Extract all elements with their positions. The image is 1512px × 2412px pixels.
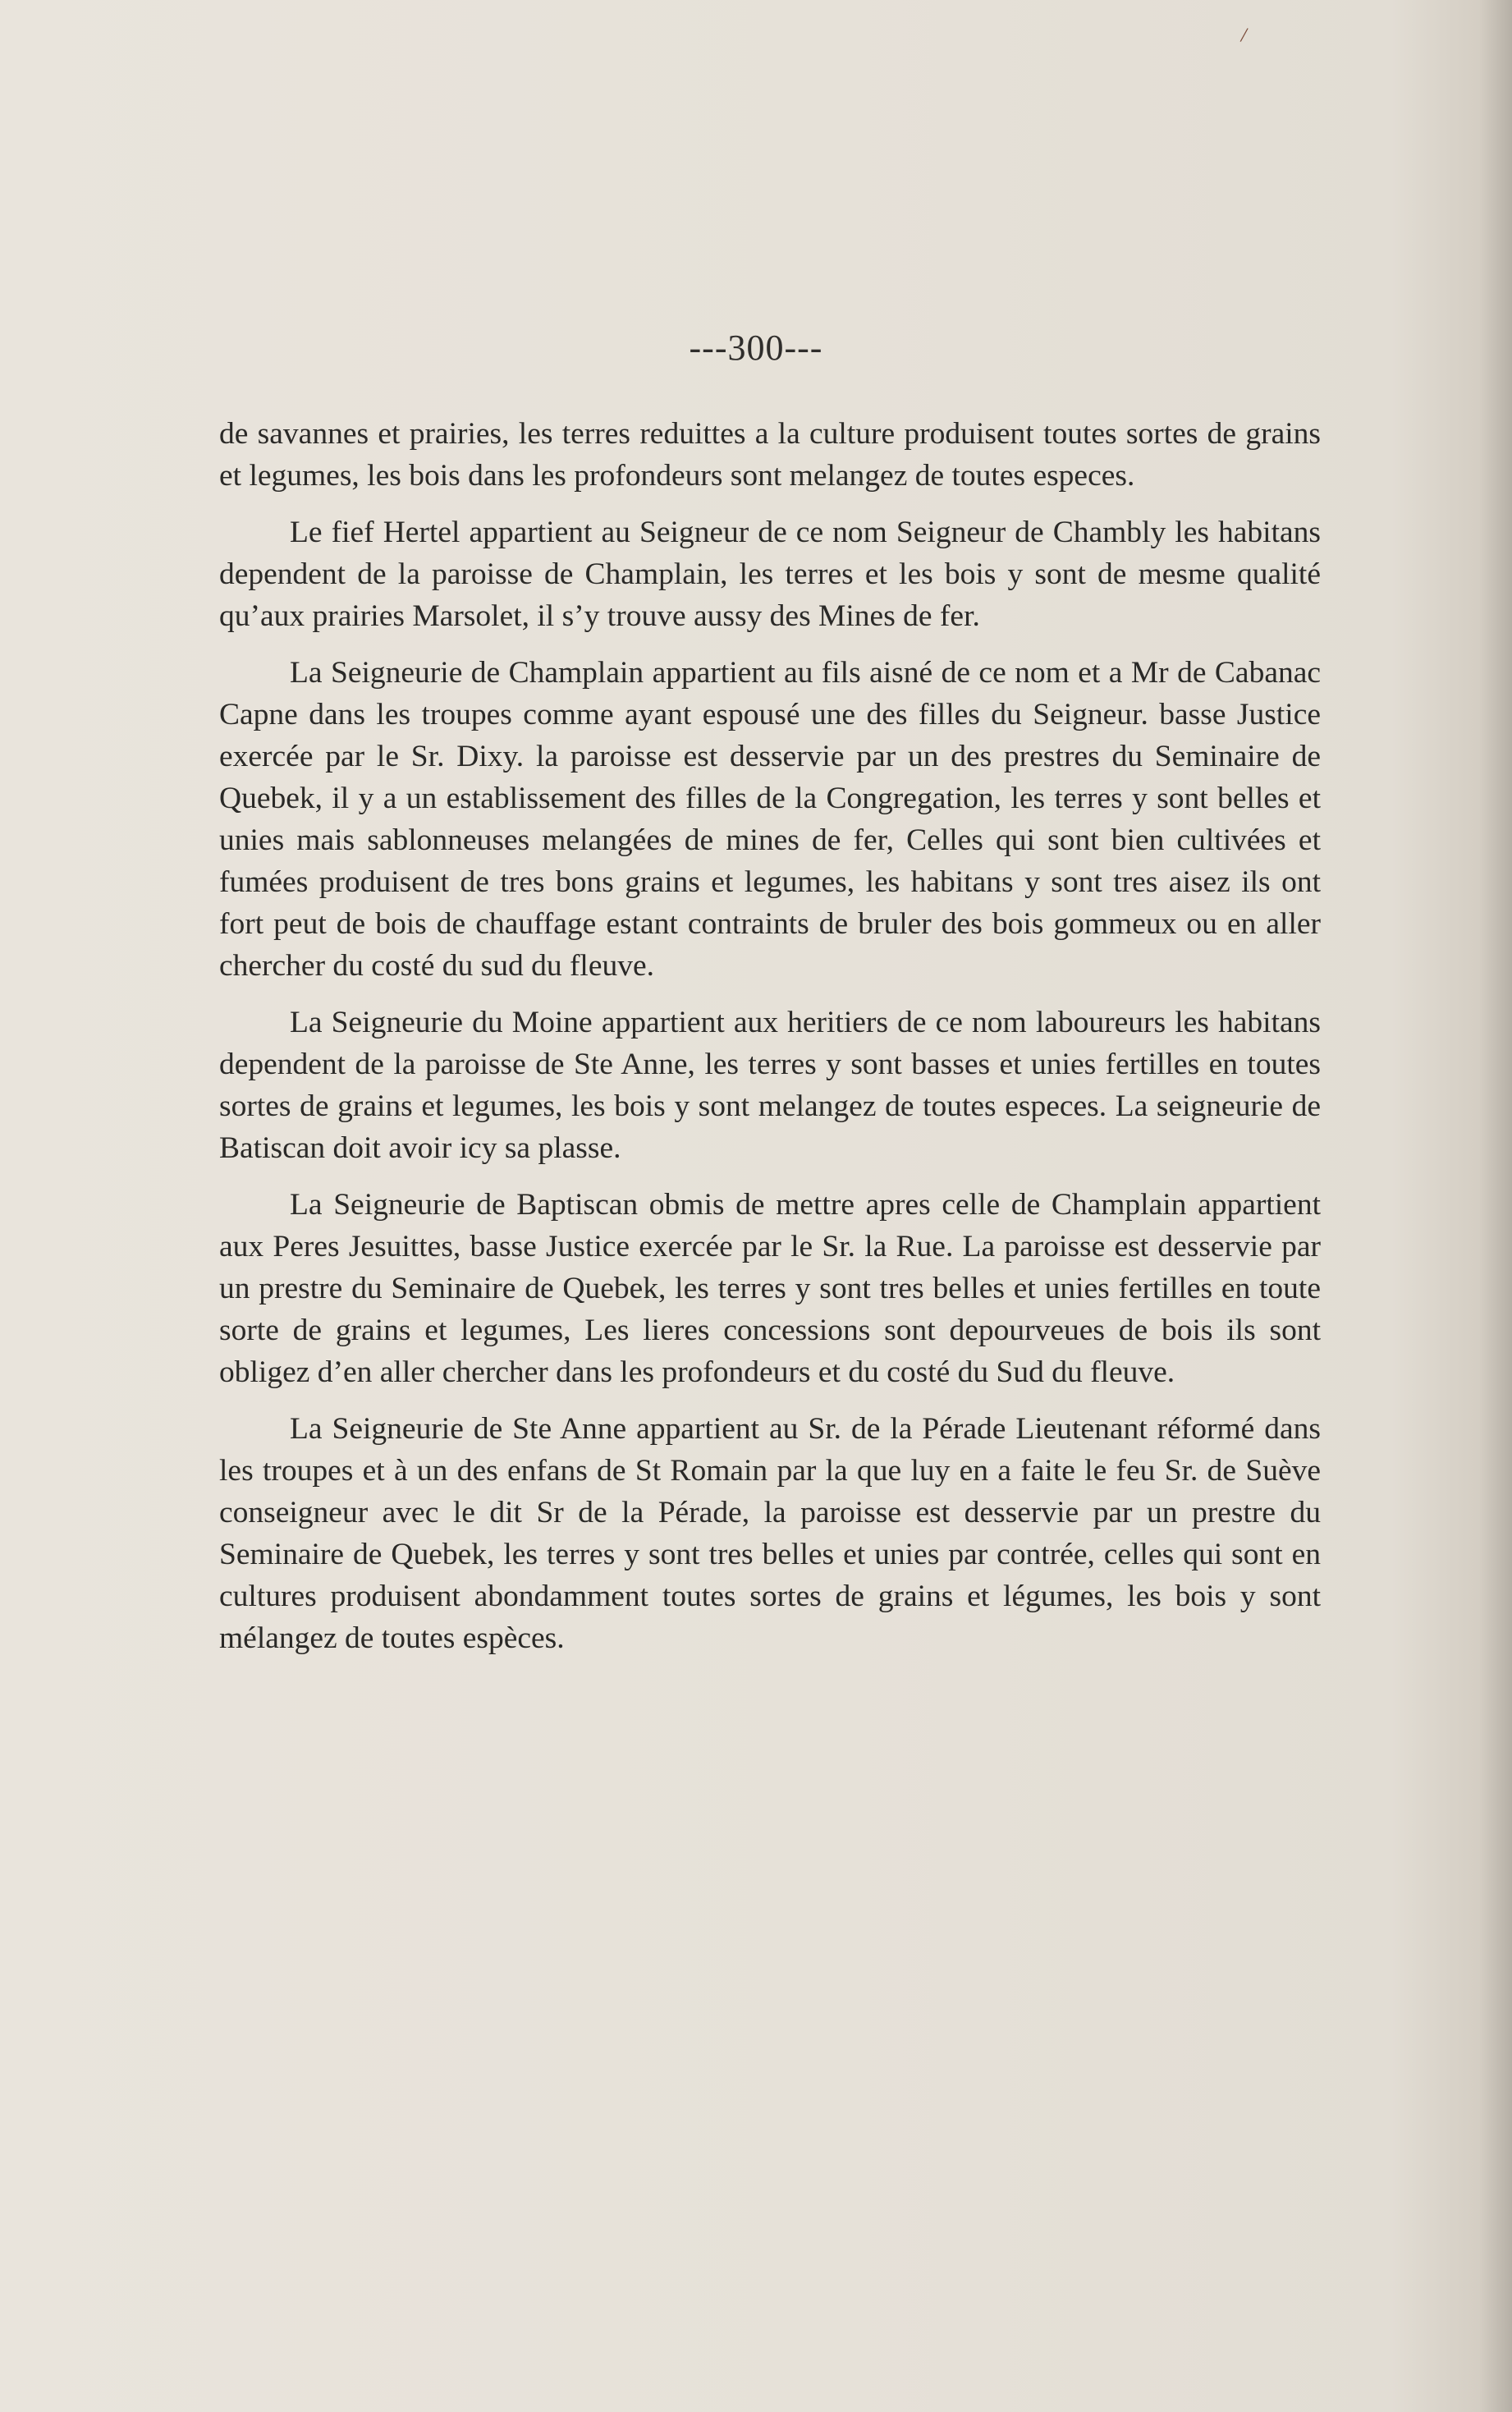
paragraph-seigneurie-champlain: La Seigneurie de Champlain appartient au fils aisné de ce nom et a Mr de Cabanac Capne dans les troupes comme ayant espousé une des filles du Seigneur. basse Justice exercée par le Sr. Dixy. la paroisse est desservie par un des prestres du Seminaire de Quebek, il y a un establissement des filles de la Congregation, les terres y sont belles et unies mais sablonneuses melangées de mines de fer, Celles qui sont bien cultivées et fumées produisent de tres bons grains et legumes, les habitans y sont tres aisez ils ont fort peut de bois de chauffage estant contraints de bruler des bois gommeux ou en aller chercher du costé du sud du fleuve. — [219, 656, 1321, 983]
paragraph-seigneurie-du-moine: La Seigneurie du Moine appartient aux heritiers de ce nom laboureurs les habitans dependent de la paroisse de Ste Anne, les terres y sont basses et unies fertilles en toutes sortes de grains et legumes, les bois y sont melangez de toutes especes. La seigneurie de Batiscan doit avoir icy sa plasse. — [219, 1006, 1321, 1165]
paragraph-continuation: de savannes et prairies, les terres reduittes a la culture produisent toutes sortes de grains et legumes, les bois dans les profondeurs sont melangez de toutes especes. — [219, 417, 1321, 493]
stray-pencil-mark: / — [1239, 22, 1249, 48]
paragraph-fief-hertel: Le fief Hertel appartient au Seigneur de ce nom Seigneur de Chambly les habitans dependent de la paroisse de Champlain, les terres et les bois y sont de mesme qualité qu’aux prairies Marsolet, il s’y trouve aussy des Mines de fer. — [219, 516, 1321, 633]
paragraph-seigneurie-ste-anne: La Seigneurie de Ste Anne appartient au Sr. de la Pérade Lieutenant réformé dans les troupes et à un des enfans de St Romain par la que luy en a faite le feu Sr. de Suève conseigneur avec le dit Sr de la Pérade, la paroisse est desservie par un prestre du Seminaire de Quebek, les terres y sont tres belles et unies par contrée, celles qui sont en cultures produisent abondamment toutes sortes de grains et légumes, les bois y sont mélangez de toutes espèces. — [219, 1412, 1321, 1655]
body-text — [219, 413, 1321, 1659]
page-number: ---300--- — [689, 328, 823, 368]
paragraph-seigneurie-baptiscan: La Seigneurie de Baptiscan obmis de mettre apres celle de Champlain appartient aux Peres Jesuittes, basse Justice exercée par le Sr. la Rue. La paroisse est desservie par un prestre du Seminaire de Quebek, les terres y sont tres belles et unies fertilles en toute sorte de grains et legumes, Les lieres concessions sont depourveues de bois ils sont obligez d’en aller chercher dans les profondeurs et du costé du Sud du fleuve. — [219, 1188, 1321, 1389]
